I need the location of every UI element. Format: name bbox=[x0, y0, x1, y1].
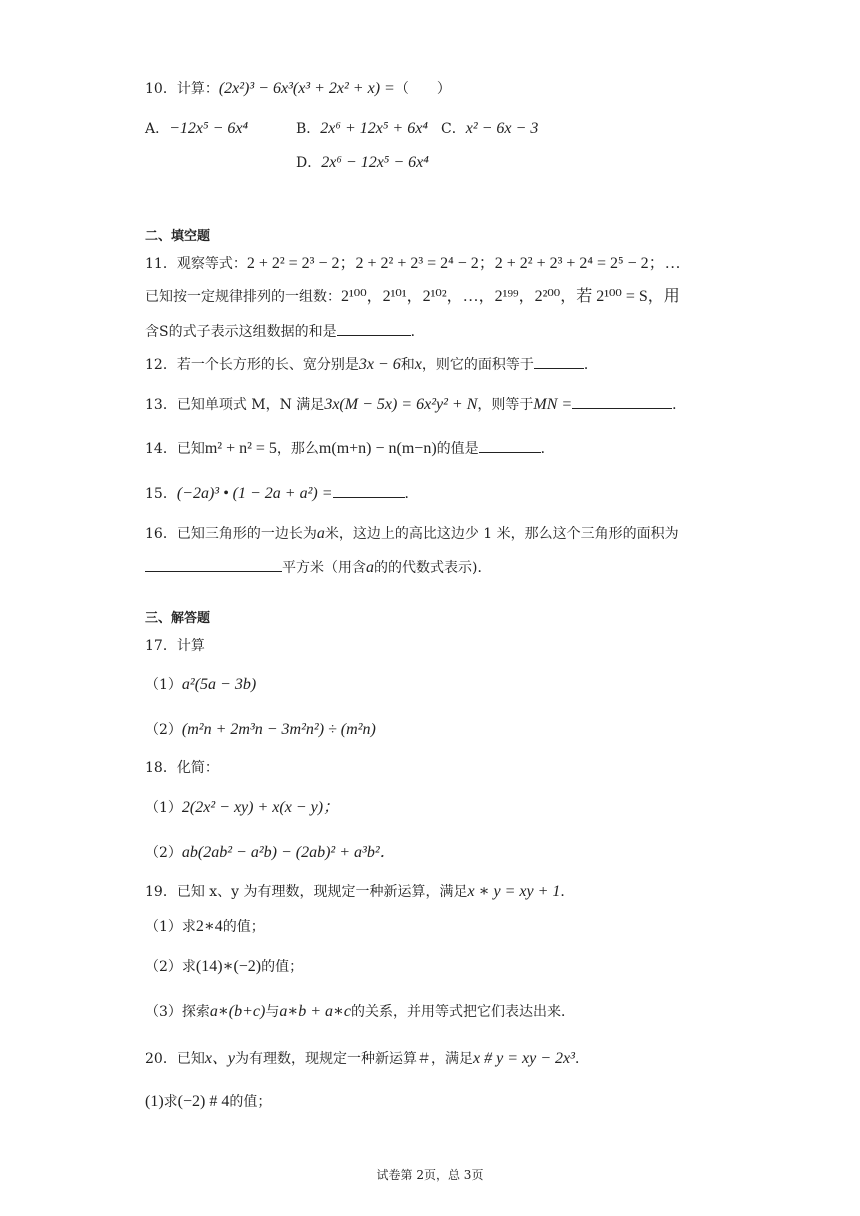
q14-text2: ，那么 bbox=[276, 441, 319, 457]
q19-part1-label: （1）求 bbox=[145, 919, 196, 935]
q13-line bbox=[145, 394, 686, 415]
q11-sequence: 2¹⁰⁰，2¹⁰¹，2¹⁰²，…，2¹⁹⁹，2²⁰⁰，若 2¹⁰⁰ = S，用 bbox=[341, 288, 680, 305]
q10-option-c-row bbox=[441, 119, 538, 139]
section-fill-in-title: 二、填空题 bbox=[145, 229, 211, 244]
q10-option-d-row bbox=[296, 153, 429, 173]
q19-part1-expression: 2∗4 bbox=[195, 918, 223, 935]
q18-part1 bbox=[145, 798, 339, 818]
q14-condition: m² + n² = 5 bbox=[204, 440, 277, 457]
q19-part2-end: 的值； bbox=[261, 959, 304, 975]
q12-text: 12．若一个长方形的长、宽分别是 bbox=[145, 357, 359, 373]
q10-option-b-label: B． bbox=[296, 121, 321, 137]
q16-text2: 米，这边上的高比这边少 1 米，那么这个三角形的面积为 bbox=[324, 526, 679, 542]
q10-option-c-label: C． bbox=[441, 121, 466, 137]
q11-sequence-intro: 已知按一定规律排列的一组数： bbox=[145, 289, 341, 305]
q17-part2 bbox=[145, 720, 376, 740]
q12-text2: ，则它的面积等于 bbox=[421, 357, 534, 373]
q12-line bbox=[145, 354, 598, 375]
q13-text2: ，则等于 bbox=[477, 397, 534, 413]
q18-part2 bbox=[145, 843, 396, 863]
q19-part3 bbox=[145, 1002, 575, 1022]
q13-answer-blank[interactable] bbox=[572, 394, 672, 409]
q20-part1-label: (1) bbox=[145, 1093, 164, 1110]
q13-end: ． bbox=[672, 397, 687, 413]
q14-expression: m(m+n) − n(m−n) bbox=[318, 440, 437, 457]
q16-answer-blank[interactable] bbox=[145, 557, 282, 572]
q12-length: 3x − 6 bbox=[358, 356, 401, 373]
q14-answer-blank[interactable] bbox=[479, 438, 541, 453]
q19-part1-end: 的值； bbox=[222, 919, 265, 935]
q19-line bbox=[145, 882, 574, 902]
q10-number: 10．计算： bbox=[145, 81, 219, 97]
q11-question: 含S的式子表示这组数据的和是 bbox=[145, 324, 337, 340]
q16-line2 bbox=[145, 557, 491, 578]
q20-definition: x # y = xy − 2x³ bbox=[473, 1050, 575, 1067]
q20-text: 20．已知 bbox=[145, 1051, 205, 1067]
q12-answer-blank[interactable] bbox=[534, 354, 584, 369]
q10-option-a: −12x⁵ − 6x⁴ bbox=[169, 120, 249, 137]
q10-option-a-label: A． bbox=[145, 121, 170, 137]
q12-and: 和 bbox=[400, 357, 415, 373]
q15-line bbox=[145, 483, 419, 504]
q12-width: x bbox=[414, 356, 422, 373]
q11-line2 bbox=[145, 287, 680, 307]
q11-end: ． bbox=[410, 324, 425, 340]
q17-title: 17．计算 bbox=[145, 638, 205, 654]
q20-part1-end: 的值； bbox=[229, 1094, 272, 1110]
page-footer: 试卷第 2页，总 3页 bbox=[376, 1168, 484, 1182]
q18-part1-expression: 2(2x² − xy) + x(x − y)； bbox=[181, 799, 340, 816]
q15-number: 15． bbox=[145, 486, 177, 502]
q16-text3: 平方米（用含 bbox=[282, 560, 366, 576]
q17-part1-label: （1） bbox=[145, 677, 182, 693]
q14-text: 14．已知 bbox=[145, 441, 205, 457]
q19-part2-label: （2）求 bbox=[145, 959, 196, 975]
q11-intro: 11．观察等式： bbox=[145, 256, 247, 272]
q18-part1-label: （1） bbox=[145, 800, 182, 816]
q10-option-b: 2x⁶ + 12x⁵ + 6x⁴ bbox=[320, 120, 428, 137]
q10-option-b-row bbox=[296, 119, 428, 139]
q20-end: ． bbox=[574, 1051, 589, 1067]
q15-answer-blank[interactable] bbox=[333, 483, 405, 498]
q14-text3: 的值是 bbox=[436, 441, 479, 457]
q13-mn: MN = bbox=[533, 396, 573, 413]
q15-end: ． bbox=[404, 486, 419, 502]
q19-part2 bbox=[145, 957, 303, 977]
q17-part1 bbox=[145, 675, 256, 695]
q20-line bbox=[145, 1049, 589, 1069]
q20-text2: 为有理数，现规定一种新运算＃，满足 bbox=[235, 1051, 474, 1067]
q18-part2-label: （2） bbox=[145, 845, 182, 861]
q19-part3-label: （3）探索 bbox=[145, 1004, 210, 1020]
q11-line1 bbox=[145, 254, 681, 274]
q13-equation: 3x(M − 5x) = 6x²y² + N bbox=[324, 396, 478, 413]
q17-part2-label: （2） bbox=[145, 722, 182, 738]
q12-end: ． bbox=[583, 357, 598, 373]
q17-part2-expression: (m²n + 2m³n − 3m²n²) ÷ (m²n) bbox=[181, 721, 376, 738]
q10-options-row1 bbox=[145, 119, 248, 139]
q14-line bbox=[145, 438, 555, 459]
q19-part2-expression: (14)∗(−2) bbox=[195, 958, 262, 975]
q19-text: 19．已知 x、y 为有理数，现规定一种新运算，满足 bbox=[145, 884, 468, 900]
q20-part1-expression: (−2) # 4 bbox=[177, 1093, 230, 1110]
section-solution-title: 三、解答题 bbox=[145, 611, 211, 626]
q10-answer-paren: （ ） bbox=[394, 81, 451, 97]
q10-option-c: x² − 6x − 3 bbox=[465, 120, 539, 137]
q17-part1-expression: a²(5a − 3b) bbox=[181, 676, 257, 693]
q19-part3-end: 的关系，并用等式把它们表达出来． bbox=[351, 1004, 576, 1020]
q20-part1-ask: 求 bbox=[163, 1094, 178, 1110]
q19-part3-expr2: a∗b + a∗c bbox=[279, 1003, 352, 1020]
q11-equations: 2 + 2² = 2³ − 2；2 + 2² + 2³ = 2⁴ − 2；2 + 2² + 2³ + 2⁴ = 2⁵ − 2；… bbox=[246, 255, 681, 272]
q19-definition: x ∗ y = xy + 1 bbox=[467, 883, 561, 900]
q14-end: ． bbox=[540, 441, 555, 457]
q19-part3-and: 与 bbox=[265, 1004, 280, 1020]
q19-end: ． bbox=[560, 884, 575, 900]
q10-expression: (2x²)³ − 6x³(x³ + 2x² + x) = bbox=[218, 80, 395, 97]
q16-var: a bbox=[316, 525, 325, 542]
q19-part1 bbox=[145, 917, 265, 937]
q20-part1 bbox=[145, 1092, 271, 1112]
q16-line1 bbox=[145, 524, 679, 544]
q19-part3-expr1: a∗(b+c) bbox=[209, 1003, 266, 1020]
q10-line bbox=[145, 79, 451, 99]
q16-var2: a bbox=[366, 559, 374, 576]
q10-option-d: 2x⁶ − 12x⁵ − 6x⁴ bbox=[321, 154, 429, 171]
q16-text: 16．已知三角形的一边长为 bbox=[145, 526, 317, 542]
q16-text4: 的的代数式表示)． bbox=[374, 560, 492, 576]
q20-vars: x、y bbox=[204, 1050, 236, 1067]
q10-option-d-label: D． bbox=[296, 155, 322, 171]
q15-expression: (−2a)³ • (1 − 2a + a²) = bbox=[176, 485, 333, 502]
q11-line3 bbox=[145, 321, 425, 342]
q13-text: 13．已知单项式 M，N 满足 bbox=[145, 397, 325, 413]
q18-title: 18．化简： bbox=[145, 760, 219, 776]
q11-answer-blank[interactable] bbox=[337, 321, 411, 336]
q18-part2-expression: ab(2ab² − a²b) − (2ab)² + a³b²． bbox=[181, 844, 396, 861]
